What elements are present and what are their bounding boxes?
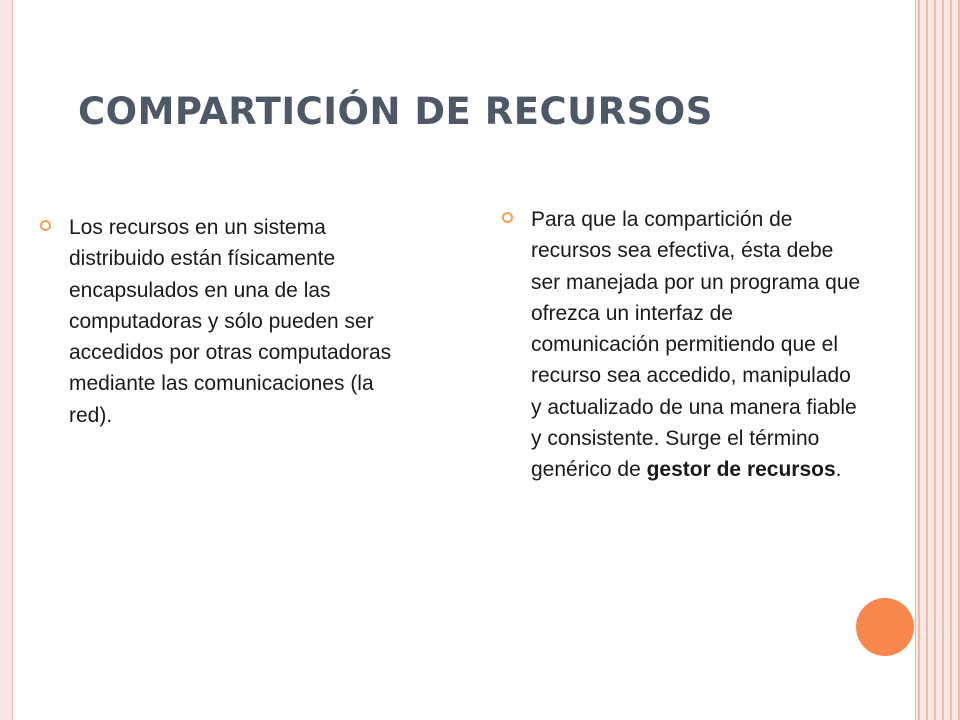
stripe: [942, 0, 944, 720]
left-bullet-text: Los recursos en un sistema distribuido están físicamente encapsulados en una de las computadoras y sólo pueden ser accedidos por otras computadoras mediante las comunicaciones (la red).: [69, 216, 392, 427]
right-bullet-emphasis: gestor de recursos: [646, 458, 836, 482]
right-bullet-text-end: .: [835, 458, 842, 482]
slide-title: COMPARTICIÓN DE RECURSOS: [78, 90, 713, 133]
decorative-stripes: [916, 0, 960, 720]
stripe: [918, 0, 920, 720]
stripe: [934, 0, 936, 720]
right-bullet-text-main: Para que la compartición de recursos sea efectiva, ésta debe ser manejada por un programa que ofrezca un interfaz de comunicación permitiendo que el recurso sea accedido, manipulado y actualizado de una manera fiable y consistente. Surge el término genérico de: [531, 208, 861, 482]
stripe: [926, 0, 928, 720]
right-bullet-text: [531, 204, 862, 486]
right-bullet-item: [502, 204, 862, 486]
decorative-circle-icon: [856, 598, 914, 656]
bullet-icon: [40, 220, 51, 231]
left-bullet-item: [40, 212, 410, 431]
stripe: [950, 0, 952, 720]
bullet-icon: [502, 212, 513, 223]
